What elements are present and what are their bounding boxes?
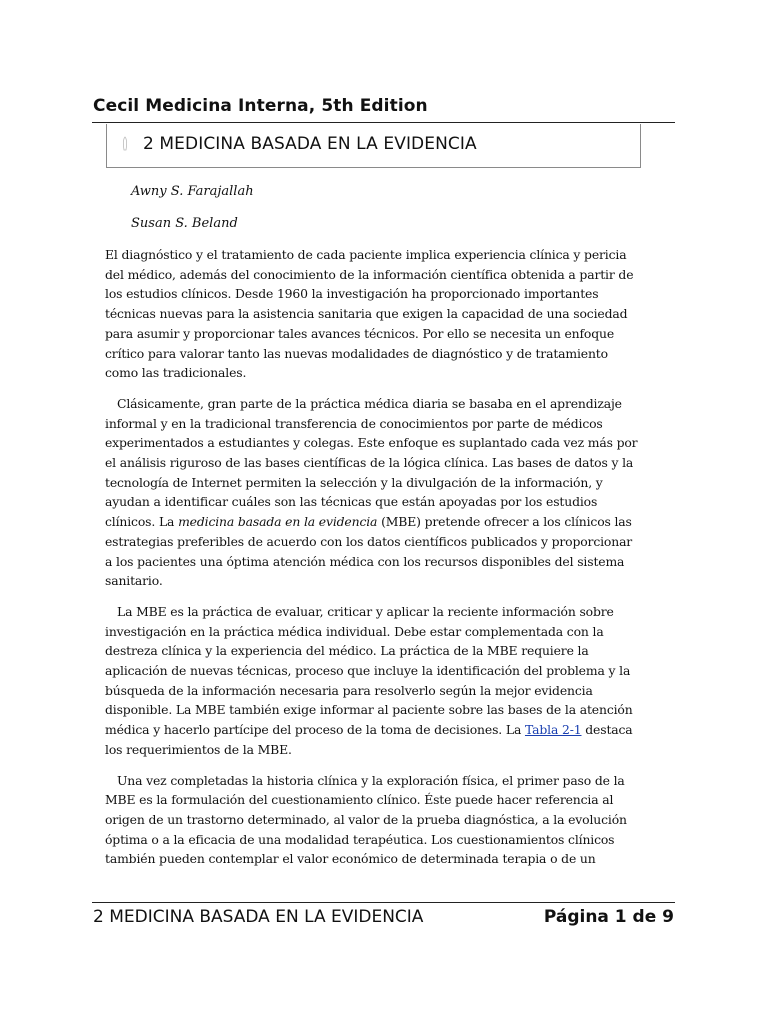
- article-body: [105, 245, 643, 880]
- footer-chapter: 2 MEDICINA BASADA EN LA EVIDENCIA: [93, 907, 424, 927]
- header-divider: [92, 122, 675, 123]
- chapter-title: 2 MEDICINA BASADA EN LA EVIDENCIA: [143, 134, 477, 154]
- author-name: Awny S. Farajallah: [131, 184, 254, 199]
- author-name: Susan S. Beland: [131, 216, 238, 231]
- bookmark-icon: [121, 136, 129, 152]
- paragraph: Clásicamente, gran parte de la práctica médica diaria se basaba en el aprendizaje informal y en la tradicional transferencia de conocimientos por parte de médicos experimentados a estudiantes y colegas. Este enfoque es suplantado cada vez más por el análisis riguroso de las bases científicas de la lógica clínica. Las bases de datos y la tecnología de Internet permiten la selección y la divulgación de la información, y ayudan a identificar cuáles son las técnicas que están apoyadas por los estudios clínicos. La medicina basada en la evidencia (MBE) pretende ofrecer a los clínicos las estrategias preferibles de acuerdo con los datos científicos publicados y proporcionar a los pacientes una óptima atención médica con los recursos disponibles del sistema sanitario.: [105, 395, 638, 589]
- paragraph: Una vez completadas la historia clínica y la exploración física, el primer paso de la MBE es la formulación del cuestionamiento clínico. Éste puede hacer referencia al origen de un trastorno determinado, al valor de la prueba diagnóstica, a la evolución óptima o a la eficacia de una modalidad terapéutica. Los cuestionamientos clínicos también pueden contemplar el valor económico de determinada terapia o de un: [105, 772, 627, 867]
- footer-divider: [92, 902, 675, 903]
- book-title: Cecil Medicina Interna, 5th Edition: [93, 96, 428, 116]
- page-number: Página 1 de 9: [543, 907, 674, 927]
- paragraph: El diagnóstico y el tratamiento de cada paciente implica experiencia clínica y pericia del médico, además del conocimiento de la información científica obtenida a partir de los estudios clínicos. Desde 1960 la investigación ha proporcionado importantes técnicas nuevas para la asistencia sanitaria que exigen la capacidad de una sociedad para asumir y proporcionar tales avances técnicos. Por ello se necesita un enfoque crítico para valorar tanto las nuevas modalidades de diagnóstico y de tratamiento como las tradicionales.: [105, 247, 634, 381]
- paragraph: La MBE es la práctica de evaluar, criticar y aplicar la reciente información sobre investigación en la práctica médica individual. Debe estar complementada con la destreza clínica y la experiencia del médico. La práctica de la MBE requiere la aplicación de nuevas técnicas, proceso que incluye la identificación del problema y la búsqueda de la información necesaria para resolverlo según la mejor evidencia disponible. La MBE también exige informar al paciente sobre las bases de la atención médica y hacerlo partícipe del proceso de la toma de decisiones. La Tabla 2-1 destaca los requerimientos de la MBE.: [105, 603, 633, 757]
- emphasis-term: medicina basada en la evidencia: [178, 514, 378, 530]
- table-link[interactable]: Tabla 2-1: [524, 722, 582, 738]
- chapter-heading-box: [106, 124, 641, 168]
